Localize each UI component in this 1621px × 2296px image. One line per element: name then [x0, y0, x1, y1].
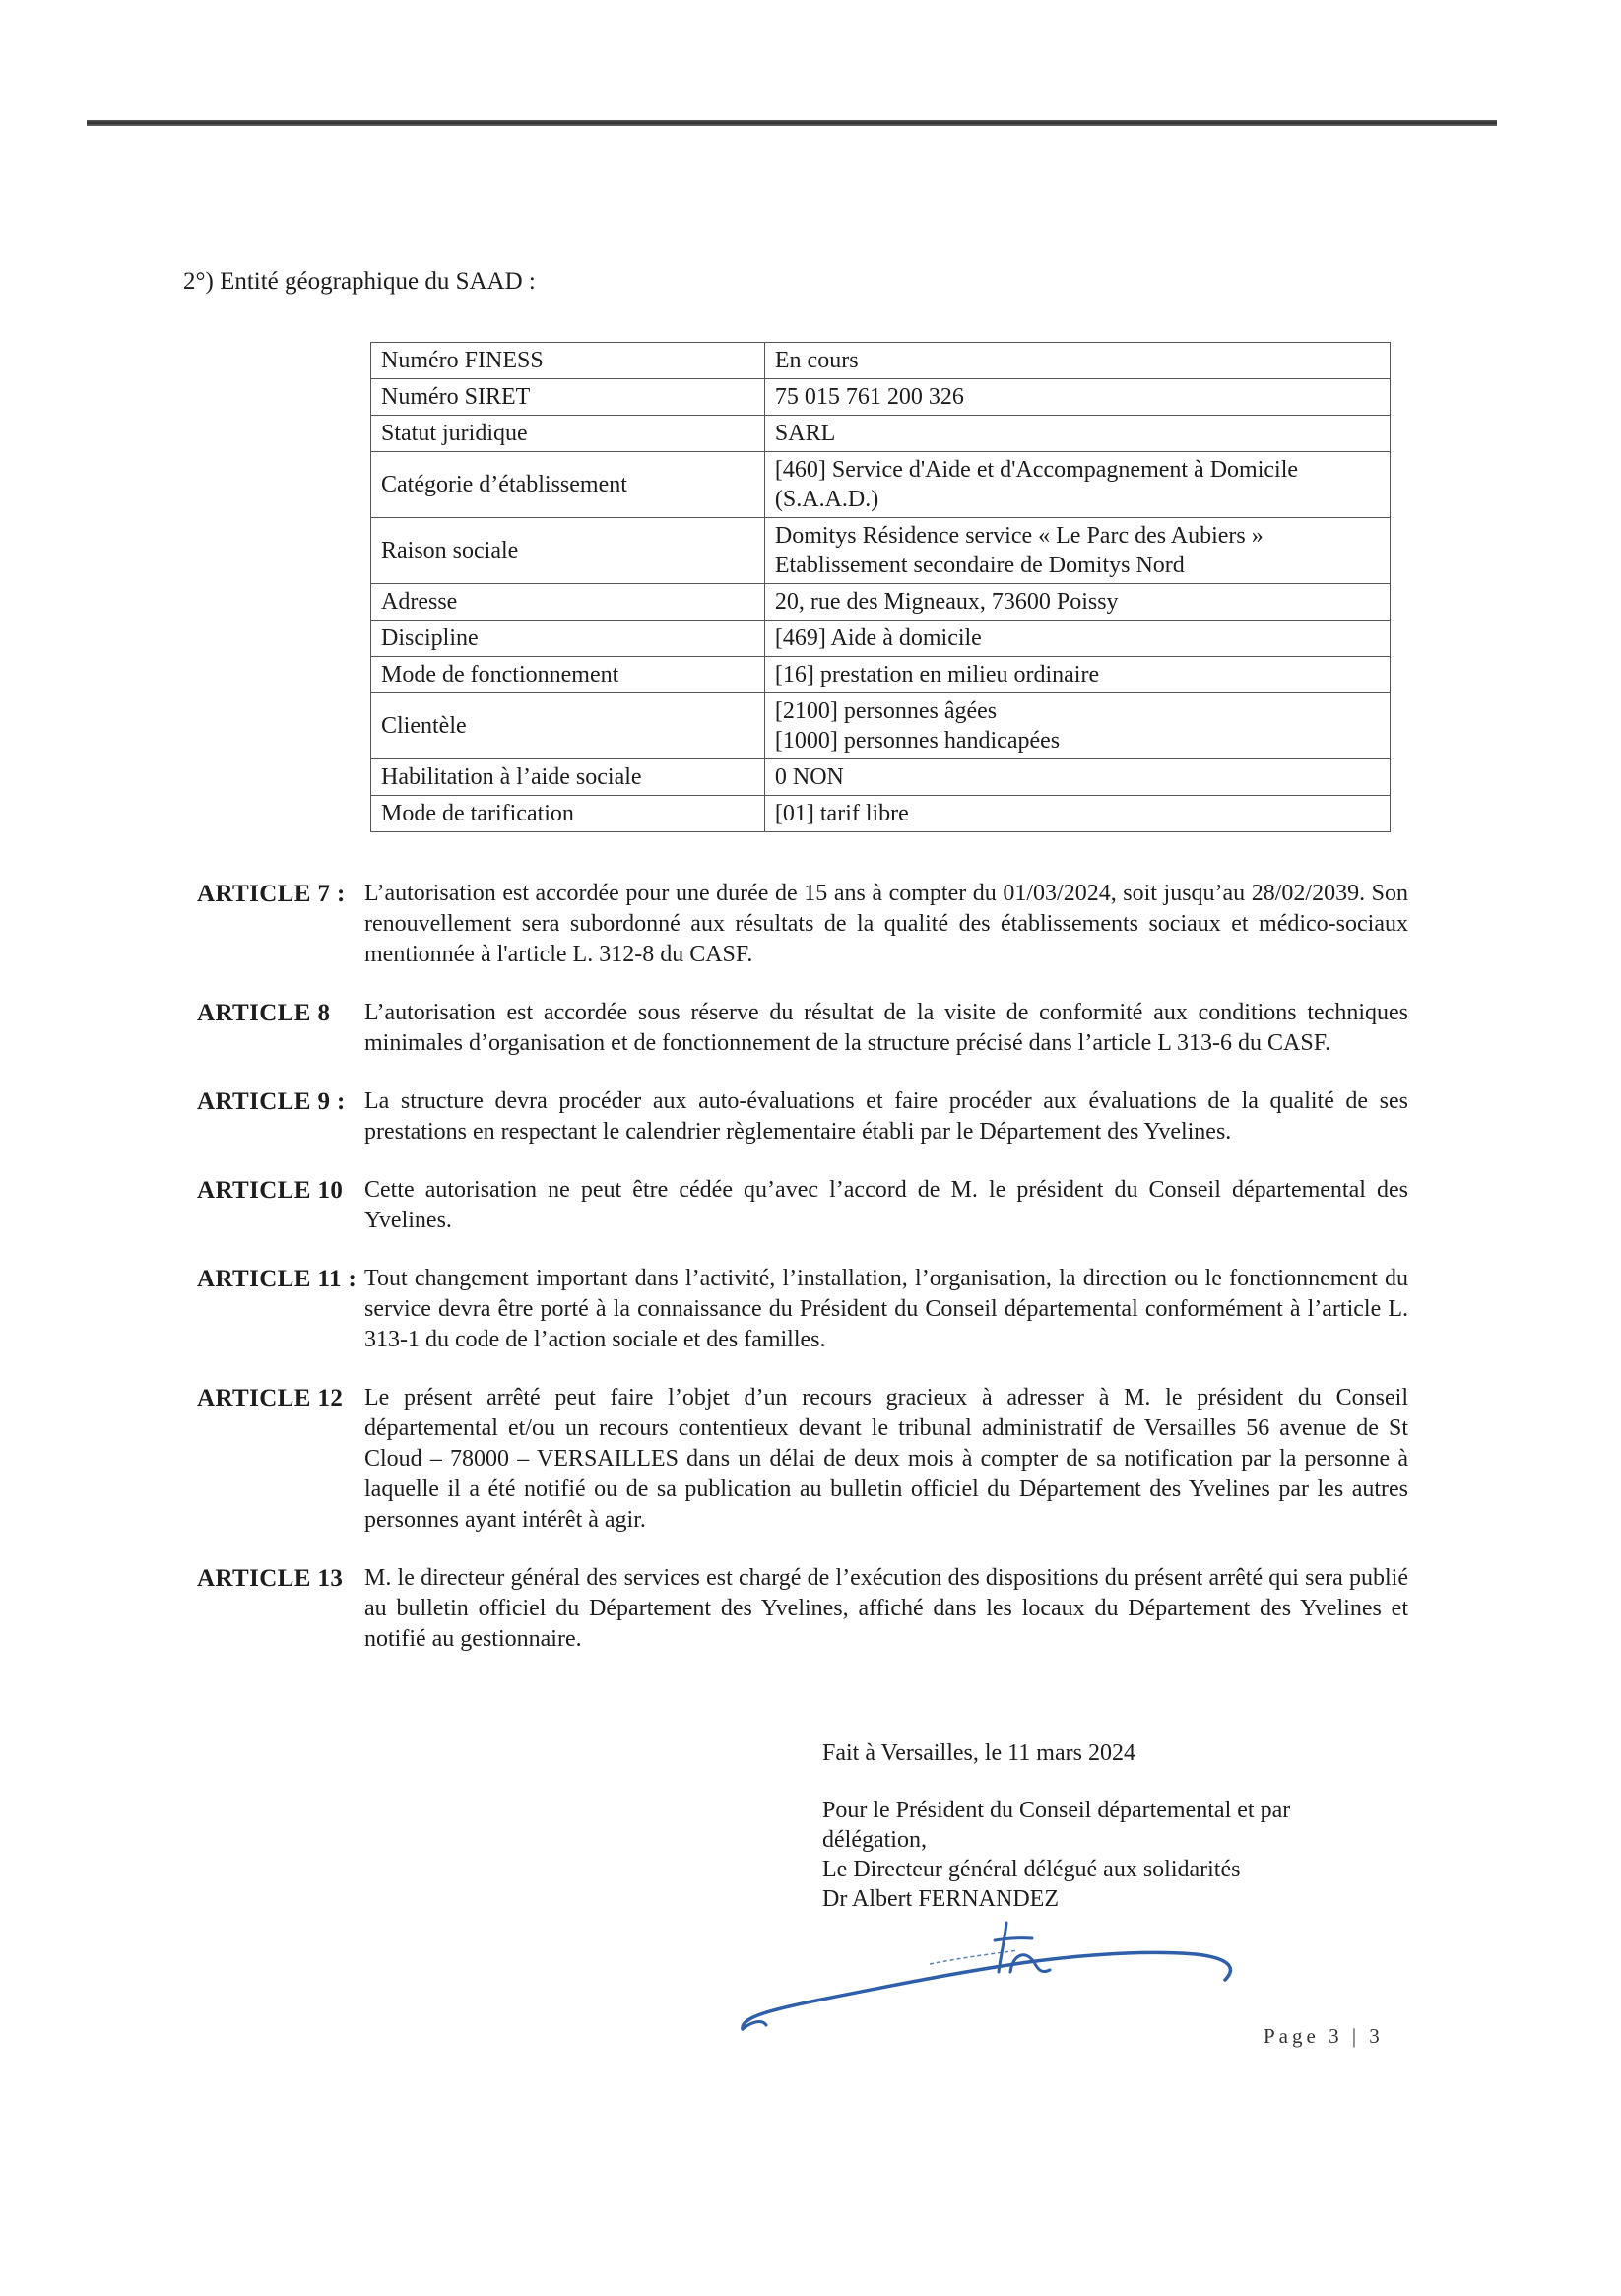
- article-label: ARTICLE 13: [197, 1565, 344, 1592]
- table-key: Catégorie d’établissement: [371, 452, 765, 518]
- closing-block: [822, 1738, 1354, 1914]
- article-13: [197, 1563, 1408, 1655]
- table-value-line: 20, rue des Migneaux, 73600 Poissy: [774, 589, 1119, 615]
- table-key: Raison sociale: [371, 518, 765, 584]
- article-text: Tout changement important dans l’activité, l’installation, l’organisation, la direction ou le fonctionnement du service devra être porté à la connaissance du Président du Conseil départemental conformément à l’article L. 313-1 du code de l’action sociale et des familles.: [364, 1266, 1408, 1352]
- table-key: Adresse: [371, 584, 765, 621]
- table-value: [764, 343, 1390, 379]
- table-row: [371, 452, 1391, 518]
- article-9: [197, 1086, 1408, 1148]
- table-value: [764, 621, 1390, 657]
- article-10: [197, 1175, 1408, 1236]
- article-label: ARTICLE 12: [197, 1385, 344, 1411]
- table-value-line: SARL: [774, 421, 836, 446]
- table-value-line: (S.A.A.D.): [774, 487, 879, 512]
- table-value-line: En cours: [774, 348, 859, 373]
- header-rule: [87, 120, 1497, 126]
- section-heading: 2°) Entité géographique du SAAD :: [183, 268, 536, 295]
- article-text: La structure devra procéder aux auto-évaluations et faire procéder aux évaluations de la qualité de ses prestations en respectant le calendrier règlementaire établi par le Département des Yvelines.: [364, 1088, 1408, 1145]
- table-key: Mode de fonctionnement: [371, 657, 765, 693]
- table-key: Numéro FINESS: [371, 343, 765, 379]
- table-value-line: [16] prestation en milieu ordinaire: [774, 662, 1100, 688]
- table-value-line: Etablissement secondaire de Domitys Nord: [774, 553, 1185, 578]
- table-value: [764, 379, 1390, 416]
- article-text: M. le directeur général des services est chargé de l’exécution des dispositions du présent arrêté qui sera publié au bulletin officiel du Département des Yvelines, affiché dans les locaux du Département des Yvelines et notifié au gestionnaire.: [364, 1565, 1408, 1652]
- table-value-line: [469] Aide à domicile: [774, 625, 982, 651]
- table-value: [764, 693, 1390, 759]
- table-row: [371, 584, 1391, 621]
- table-row: [371, 657, 1391, 693]
- table-key: Mode de tarification: [371, 796, 765, 832]
- article-label: ARTICLE 9 :: [197, 1088, 346, 1115]
- article-8: [197, 998, 1408, 1059]
- table-value-line: [460] Service d'Aide et d'Accompagnement à Domicile: [774, 457, 1299, 483]
- table-value: [764, 416, 1390, 452]
- place-date: Fait à Versailles, le 11 mars 2024: [822, 1740, 1135, 1766]
- table-key: Habilitation à l’aide sociale: [371, 759, 765, 796]
- articles: [197, 879, 1408, 1682]
- table-key: Numéro SIRET: [371, 379, 765, 416]
- table-value: [764, 657, 1390, 693]
- signatory-line: Le Directeur général délégué aux solidarités: [822, 1857, 1241, 1882]
- article-7: [197, 879, 1408, 970]
- table-value-line: [2100] personnes âgées: [774, 698, 998, 724]
- article-text: L’autorisation est accordée sous réserve du résultat de la visite de conformité aux conditions techniques minimales d’organisation et de fonctionnement de la structure précisé dans l’article L 313-6 du CASF.: [364, 1000, 1408, 1056]
- table-row: [371, 693, 1391, 759]
- article-label: ARTICLE 11 :: [197, 1266, 357, 1292]
- table-value-line: 0 NON: [774, 764, 844, 790]
- signatory-line: Pour le Président du Conseil départemental et par: [822, 1798, 1291, 1823]
- article-text: Cette autorisation ne peut être cédée qu’avec l’accord de M. le président du Conseil départemental des Yvelines.: [364, 1177, 1408, 1233]
- article-label: ARTICLE 7 :: [197, 881, 346, 907]
- article-label: ARTICLE 10: [197, 1177, 344, 1204]
- table-value-line: [01] tarif libre: [774, 801, 909, 826]
- page-number: Page 3 | 3: [1264, 2024, 1384, 2048]
- table-row: [371, 621, 1391, 657]
- article-text: L’autorisation est accordée pour une durée de 15 ans à compter du 01/03/2024, soit jusqu’au 28/02/2039. Son renouvellement sera subordonné aux résultats de la qualité des établissements sociaux et médico-sociaux mentionnée à l'article L. 312-8 du CASF.: [364, 881, 1408, 967]
- table-key: Discipline: [371, 621, 765, 657]
- table-row: [371, 416, 1391, 452]
- article-text: Le présent arrêté peut faire l’objet d’un recours gracieux à adresser à M. le président du Conseil départemental et/ou un recours contentieux devant le tribunal administratif de Versailles 56 avenue de St Cloud – 78000 – VERSAILLES dans un délai de deux mois à compter de sa notification par la personne à laquelle il a été notifié ou de sa publication au bulletin officiel du Département des Yvelines par les autres personnes ayant intérêt à agir.: [364, 1385, 1408, 1533]
- table-value-line: Domitys Résidence service « Le Parc des Aubiers »: [774, 523, 1264, 549]
- table-value: [764, 796, 1390, 832]
- table-value: [764, 759, 1390, 796]
- signatory-line: délégation,: [822, 1827, 927, 1853]
- table-value-line: 75 015 761 200 326: [774, 384, 964, 410]
- table-value: [764, 518, 1390, 584]
- handwritten-signature: [733, 1911, 1245, 2049]
- establishment-table: [370, 342, 1391, 832]
- article-12: [197, 1383, 1408, 1536]
- table-value: [764, 452, 1390, 518]
- table-key: Statut juridique: [371, 416, 765, 452]
- article-11: [197, 1264, 1408, 1355]
- article-label: ARTICLE 8: [197, 1000, 331, 1026]
- table-row: [371, 796, 1391, 832]
- table-value: [764, 584, 1390, 621]
- table-key: Clientèle: [371, 693, 765, 759]
- signatory-name: Dr Albert FERNANDEZ: [822, 1886, 1059, 1912]
- table-row: [371, 343, 1391, 379]
- table-row: [371, 379, 1391, 416]
- table-row: [371, 759, 1391, 796]
- table-row: [371, 518, 1391, 584]
- table-value-line: [1000] personnes handicapées: [774, 728, 1061, 754]
